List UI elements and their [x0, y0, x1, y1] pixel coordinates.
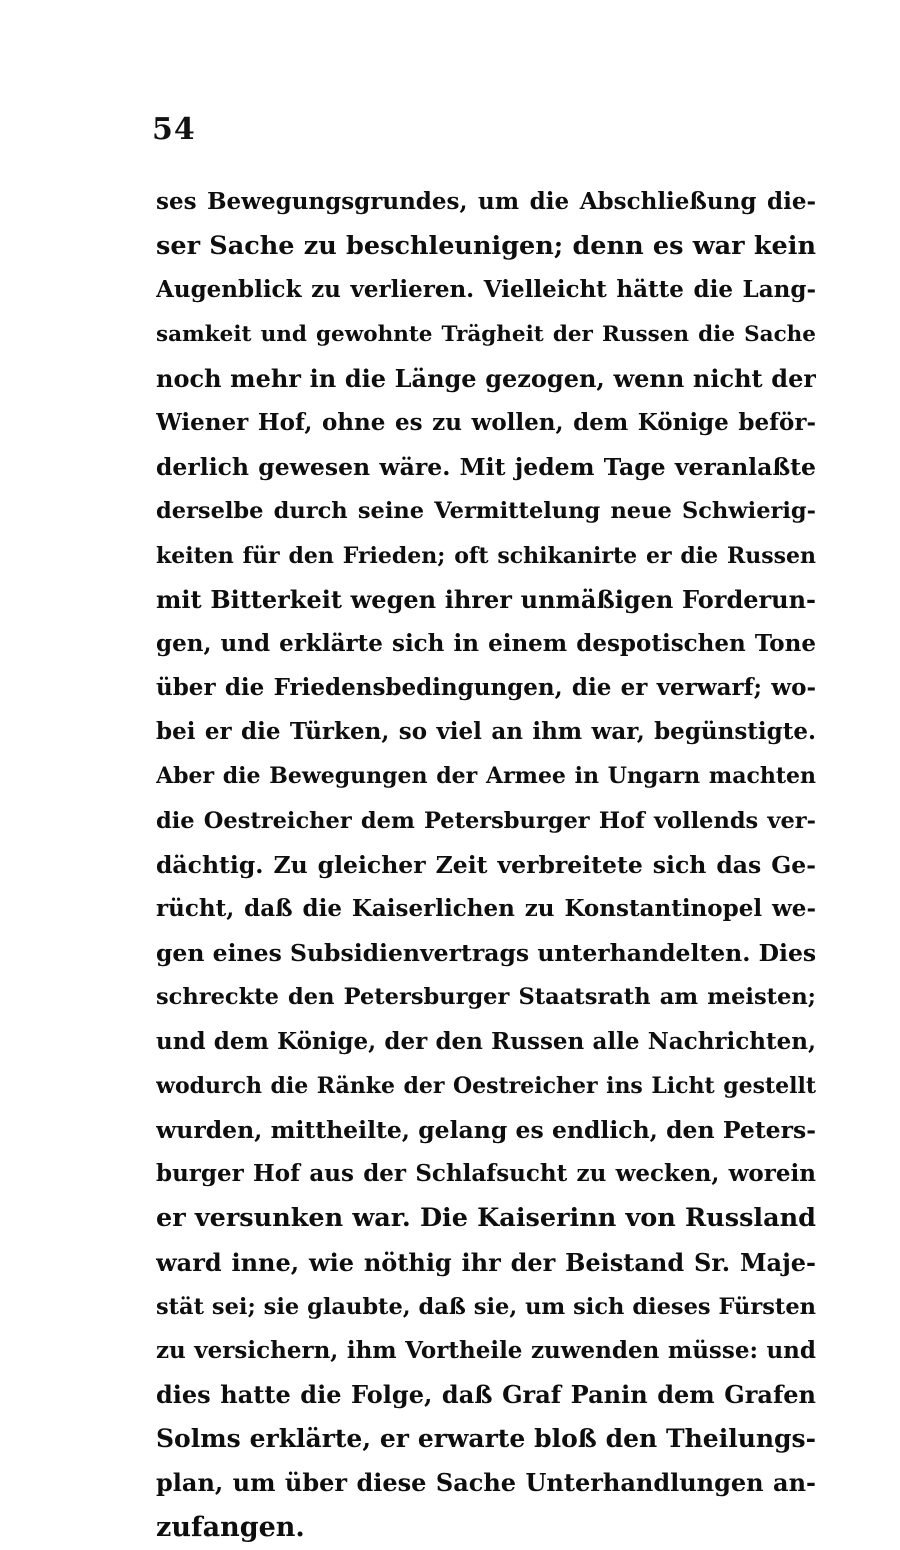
text-line: derselbe durch seine Vermittelung neue Schwierig-: [156, 498, 816, 525]
text-line: samkeit und gewohnte Trägheit der Russen die Sache: [156, 321, 816, 347]
text-line: derlich gewesen wäre. Mit jedem Tage veranlaßte: [156, 453, 816, 482]
text-line: über die Friedensbedingungen, die er verwarf; wo-: [156, 674, 816, 702]
text-line: plan, um über diese Sache Unterhandlungen an-: [156, 1468, 816, 1498]
text-line: ses Bewegungsgrundes, um die Abschließung die-: [156, 188, 816, 215]
text-line: dächtig. Zu gleicher Zeit verbreitete sich das Ge-: [156, 850, 816, 879]
text-line: schreckte den Petersburger Staatsrath am meisten;: [156, 984, 816, 1011]
text-line: zu versichern, ihm Vortheile zuwenden müsse: und: [156, 1336, 816, 1364]
text-line: gen eines Subsidienvertrags unterhandelten. Dies: [156, 939, 816, 968]
text-line: noch mehr in die Länge gezogen, wenn nicht der: [156, 363, 816, 393]
text-line: wurden, mittheilte, gelang es endlich, den Peters-: [156, 1115, 816, 1144]
text-line: keiten für den Frieden; oft schikanirte er die Russen: [156, 542, 816, 569]
text-line: ward inne, wie nöthig ihr der Beistand Sr. Maje-: [156, 1247, 816, 1277]
text-line: dies hatte die Folge, daß Graf Panin dem Grafen: [156, 1380, 816, 1410]
text-line: ser Sache zu beschleunigen; denn es war kein: [156, 231, 816, 262]
text-line: bei er die Türken, so viel an ihm war, begünstigte.: [156, 718, 816, 746]
text-line: burger Hof aus der Schlafsucht zu wecken, worein: [156, 1160, 816, 1188]
text-line: Solms erklärte, er erwarte bloß den Theilungs-: [156, 1424, 816, 1454]
text-line: rücht, daß die Kaiserlichen zu Konstantinopel we-: [156, 895, 816, 922]
body-text: [156, 180, 816, 1550]
text-line: und dem Könige, der den Russen alle Nachrichten,: [156, 1027, 816, 1055]
text-line: Wiener Hof, ohne es zu wollen, dem Könige beför-: [156, 408, 816, 436]
text-line: wodurch die Ränke der Oestreicher ins Licht gestellt: [156, 1072, 816, 1099]
text-line: Augenblick zu verlieren. Vielleicht hätte die Lang-: [156, 276, 816, 304]
page-number: 54: [152, 112, 196, 147]
text-line: er versunken war. Die Kaiserinn von Russland: [156, 1203, 816, 1234]
text-line: Aber die Bewegungen der Armee in Ungarn machten: [156, 763, 816, 790]
text-line: zufangen.: [156, 1511, 305, 1543]
text-line: gen, und erklärte sich in einem despotischen Tone: [156, 629, 816, 657]
text-line: die Oestreicher dem Petersburger Hof vollends ver-: [156, 807, 816, 834]
text-line: stät sei; sie glaubte, daß sie, um sich dieses Fürsten: [156, 1293, 816, 1320]
text-line: mit Bitterkeit wegen ihrer unmäßigen Forderun-: [156, 584, 816, 614]
